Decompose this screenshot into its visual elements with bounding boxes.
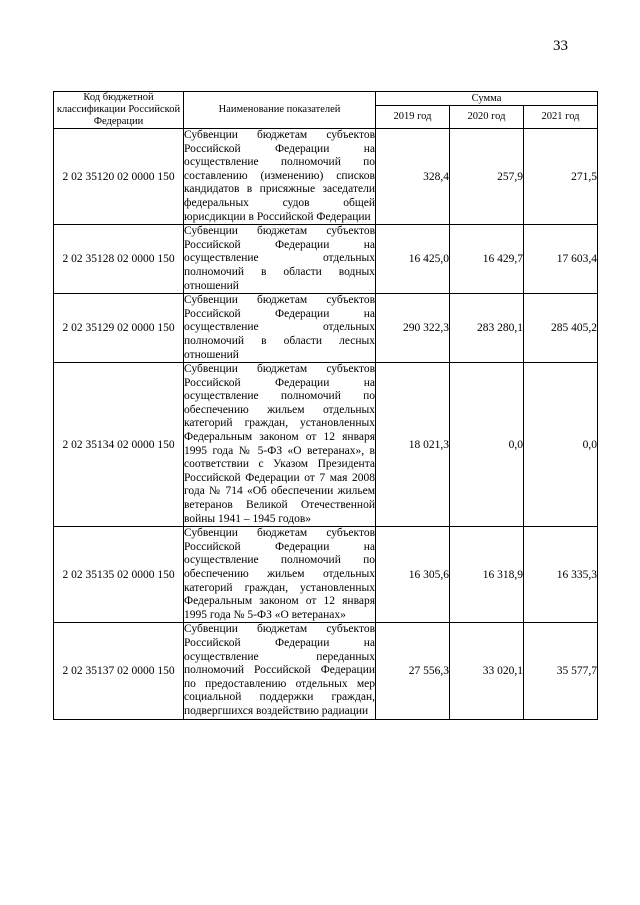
- row-code: 2 02 35134 02 0000 150: [54, 363, 184, 527]
- value-2021: 0,0: [524, 363, 598, 527]
- header-year-2020: 2020 год: [450, 106, 524, 129]
- value-2019: 18 021,3: [376, 363, 450, 527]
- table-row: [54, 294, 598, 363]
- value-2020: 16 318,9: [450, 527, 524, 623]
- value-2020: 0,0: [450, 363, 524, 527]
- row-code: 2 02 35129 02 0000 150: [54, 294, 184, 363]
- header-year-2019: 2019 год: [376, 106, 450, 129]
- value-2020: 33 020,1: [450, 623, 524, 719]
- value-2021: 285 405,2: [524, 294, 598, 363]
- row-name: Субвенции бюджетам субъектов Российской Федерации на осуществление переданных полномочий Российской Федерации по предоставлению отдельных мер социальной поддержки граждан, подвергшихся воздействию радиации: [184, 623, 376, 719]
- header-year-2021: 2021 год: [524, 106, 598, 129]
- value-2020: 283 280,1: [450, 294, 524, 363]
- row-name: Субвенции бюджетам субъектов Российской Федерации на осуществление отдельных полномочий в области лесных отношений: [184, 294, 376, 363]
- row-name: Субвенции бюджетам субъектов Российской Федерации на осуществление полномочий по составлению (изменению) списков кандидатов в присяжные заседатели федеральных судов общей юрисдикции в Российской Федерации: [184, 129, 376, 225]
- header-code: Код бюджетной классификации Российской Федерации: [54, 92, 184, 129]
- row-name: Субвенции бюджетам субъектов Российской Федерации на осуществление полномочий по обеспечению жильем отдельных категорий граждан, установленных Федеральным законом от 12 января 1995 года № 5-ФЗ «О ветеранах», в соответствии с Указом Президента Российской Федерации от 7 мая 2008 года № 714 «Об обеспечении жильем ветеранов Великой Отечественной войны 1941 – 1945 годов»: [184, 363, 376, 527]
- table-row: [54, 623, 598, 719]
- row-code: 2 02 35128 02 0000 150: [54, 225, 184, 294]
- row-code: 2 02 35120 02 0000 150: [54, 129, 184, 225]
- value-2019: 16 305,6: [376, 527, 450, 623]
- value-2021: 271,5: [524, 129, 598, 225]
- value-2019: 290 322,3: [376, 294, 450, 363]
- budget-table: [53, 91, 598, 720]
- header-amount: Сумма: [376, 92, 598, 106]
- table-row: [54, 527, 598, 623]
- header-name: Наименование показателей: [184, 92, 376, 129]
- table-row: [54, 363, 598, 527]
- row-name: Субвенции бюджетам субъектов Российской Федерации на осуществление отдельных полномочий в области водных отношений: [184, 225, 376, 294]
- value-2019: 27 556,3: [376, 623, 450, 719]
- page-number: 33: [553, 38, 568, 54]
- row-code: 2 02 35137 02 0000 150: [54, 623, 184, 719]
- row-name: Субвенции бюджетам субъектов Российской Федерации на осуществление полномочий по обеспечению жильем отдельных категорий граждан, установленных Федеральным законом от 12 января 1995 года № 5-ФЗ «О ветеранах»: [184, 527, 376, 623]
- value-2019: 328,4: [376, 129, 450, 225]
- value-2020: 257,9: [450, 129, 524, 225]
- value-2021: 17 603,4: [524, 225, 598, 294]
- row-code: 2 02 35135 02 0000 150: [54, 527, 184, 623]
- table-row: [54, 129, 598, 225]
- value-2021: 35 577,7: [524, 623, 598, 719]
- value-2019: 16 425,0: [376, 225, 450, 294]
- value-2021: 16 335,3: [524, 527, 598, 623]
- value-2020: 16 429,7: [450, 225, 524, 294]
- table-row: [54, 225, 598, 294]
